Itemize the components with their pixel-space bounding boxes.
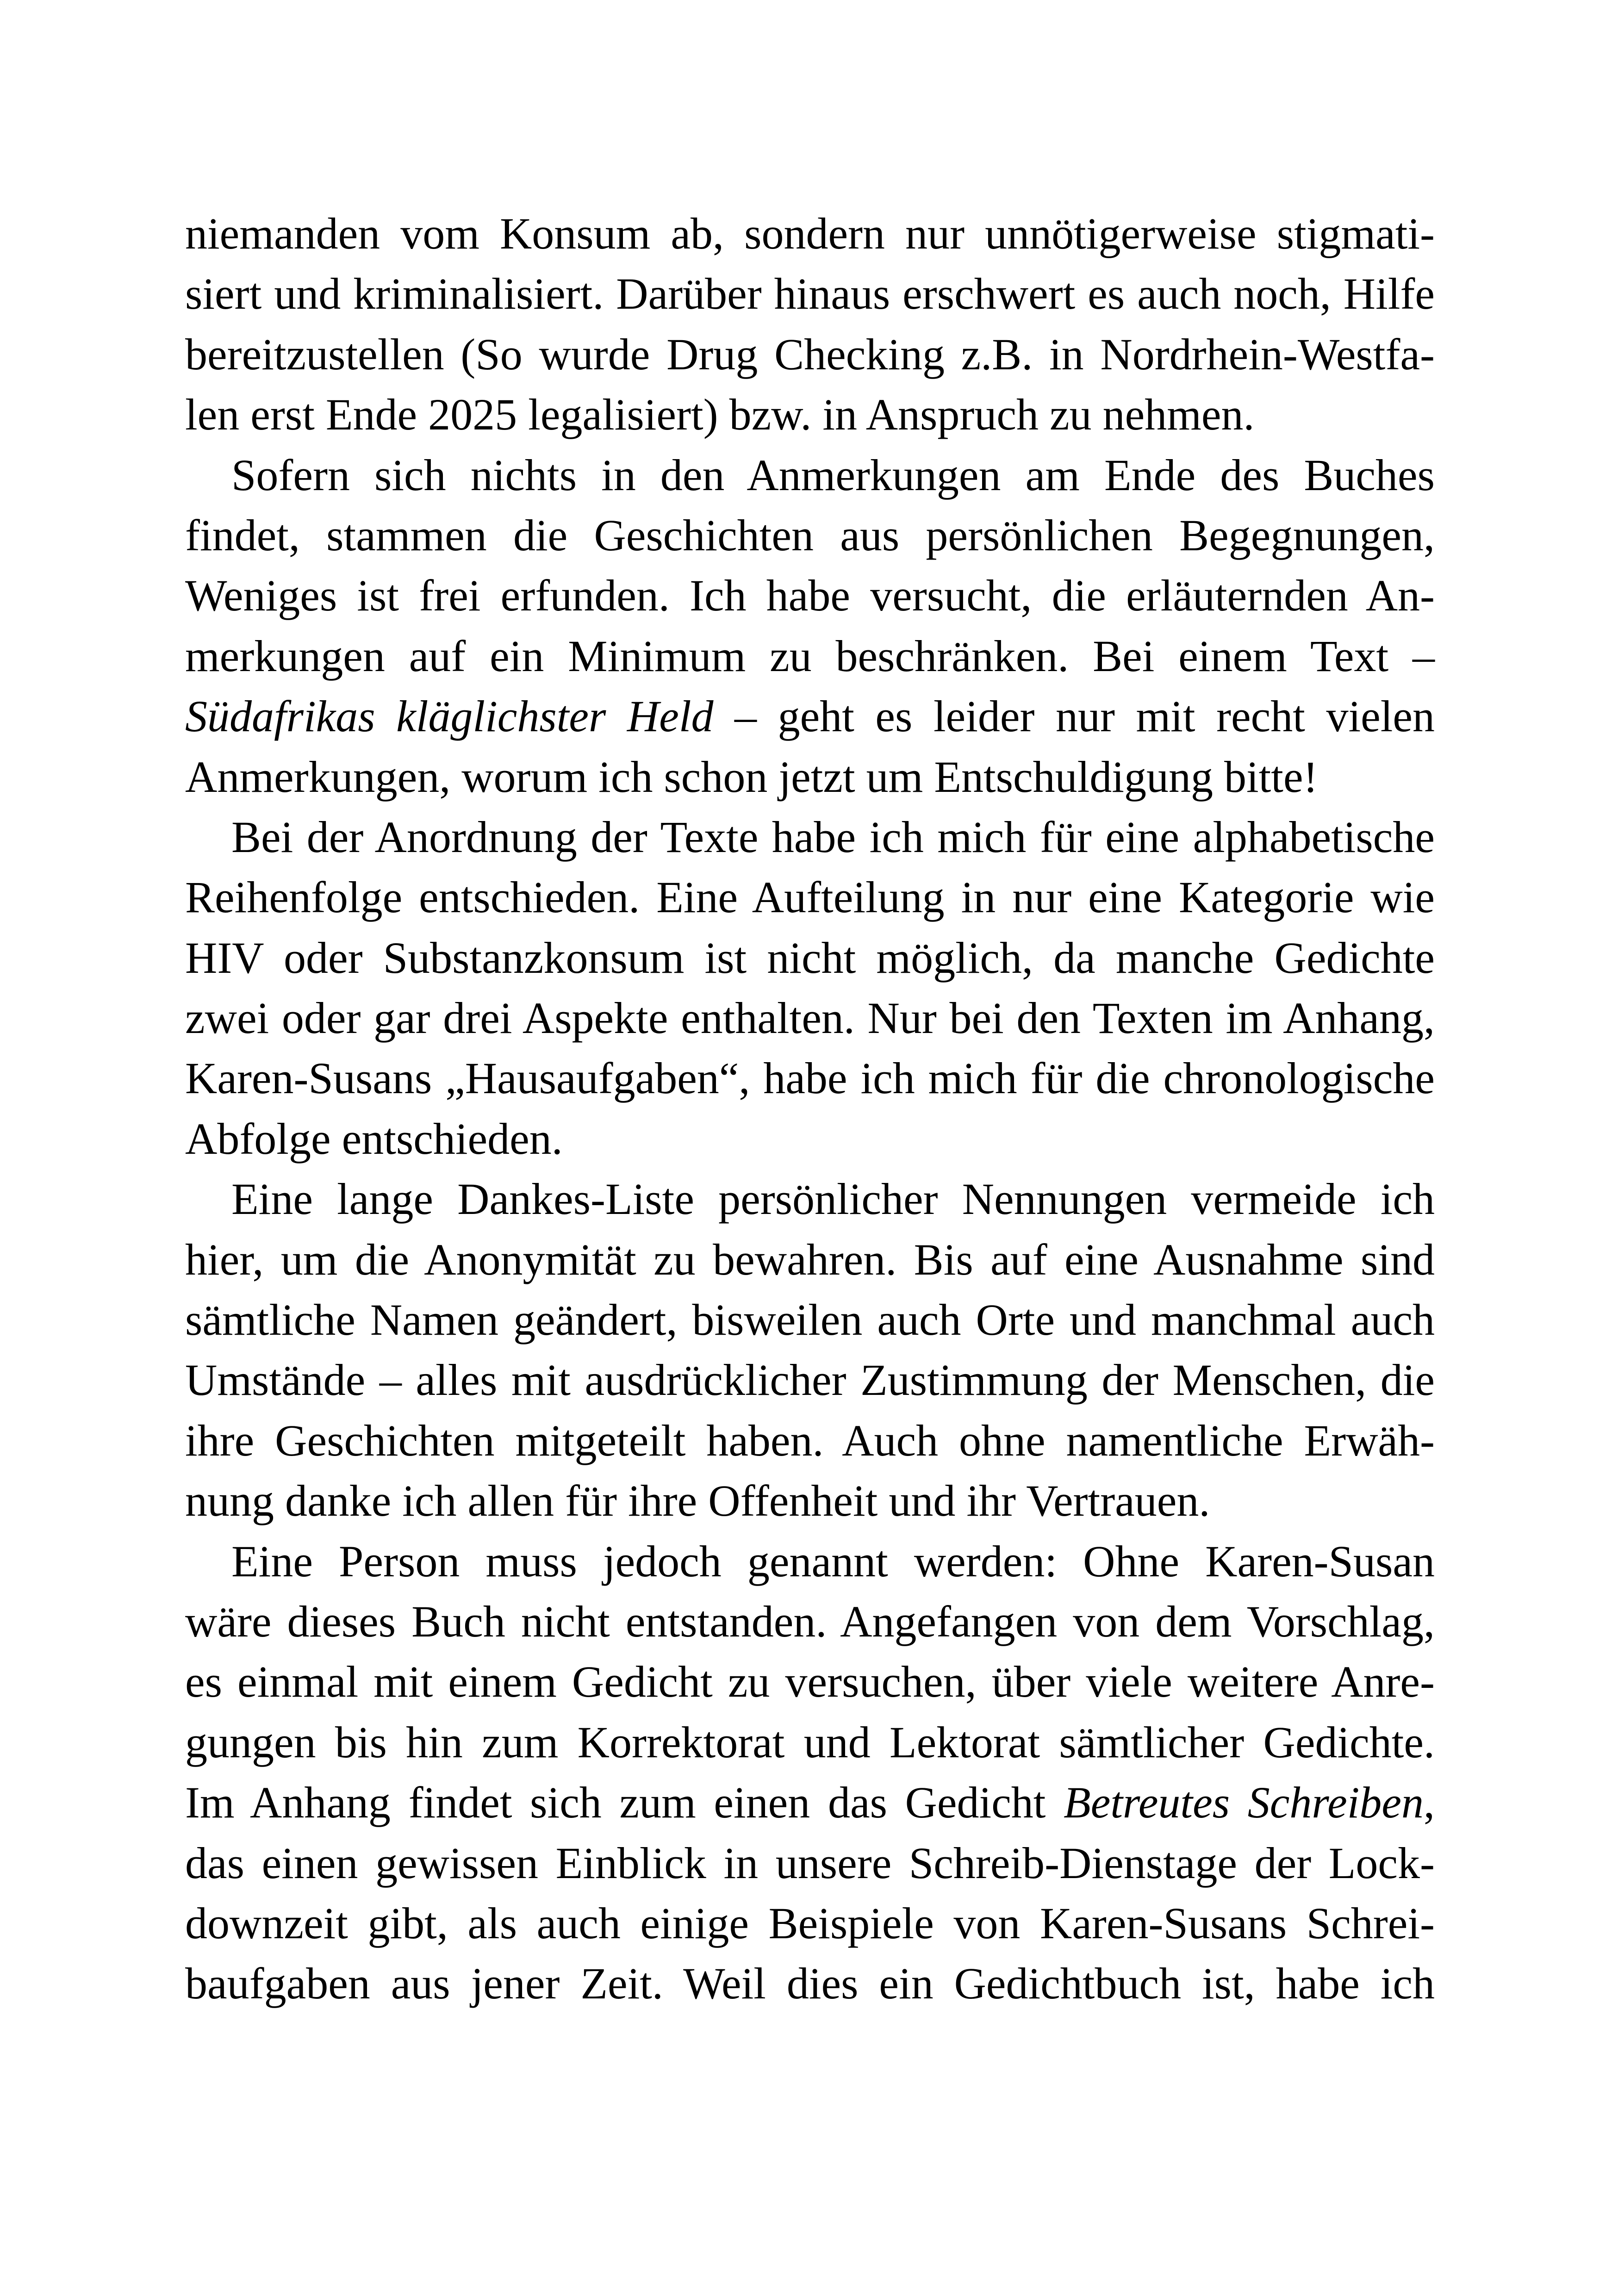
text-segment: Anmerkungen, worum ich schon jetzt um Entschuldigung bitte! <box>185 752 1318 802</box>
text-segment: sämtliche Namen geändert, bisweilen auch Orte und manchmal auch <box>185 1295 1435 1345</box>
paragraph <box>185 1169 1435 1531</box>
text-line <box>185 204 1435 264</box>
text-segment: gungen bis hin zum Korrektorat und Lektorat sämtlicher Gedichte. <box>185 1717 1435 1767</box>
text-line <box>185 385 1435 445</box>
text-segment: niemanden vom Konsum ab, sondern nur unnötigerweise stigmati- <box>185 209 1435 258</box>
paragraph <box>185 1531 1435 2014</box>
text-line <box>185 1833 1435 1893</box>
text-line <box>185 867 1435 927</box>
text-segment: das einen gewissen Einblick in unsere Schreib-Dienstage der Lock- <box>185 1838 1435 1888</box>
text-segment: – geht es leider nur mit recht vielen <box>713 691 1435 741</box>
text-line <box>185 1471 1435 1531</box>
text-line <box>185 807 1435 867</box>
text-segment: Sofern sich nichts in den Anmerkungen am Ende des Buches <box>231 450 1435 500</box>
text-line <box>185 505 1435 566</box>
text-segment: Weniges ist frei erfunden. Ich habe versucht, die erläuternden An- <box>185 571 1435 621</box>
text-line <box>185 1652 1435 1712</box>
text-segment: HIV oder Substanzkonsum ist nicht möglich, da manche Gedichte <box>185 933 1435 983</box>
text-line <box>185 1592 1435 1652</box>
text-line <box>185 988 1435 1048</box>
text-segment: Reihenfolge entschieden. Eine Aufteilung in nur eine Kategorie wie <box>185 872 1435 922</box>
text-line <box>185 1712 1435 1773</box>
text-line <box>185 324 1435 385</box>
text-line <box>185 1954 1435 2014</box>
text-line <box>185 1893 1435 1954</box>
text-line <box>185 1290 1435 1350</box>
text-segment: len erst Ende 2025 legalisiert) bzw. in Anspruch zu nehmen. <box>185 390 1255 440</box>
text-segment: hier, um die Anonymität zu bewahren. Bis auf eine Ausnahme sind <box>185 1234 1435 1284</box>
text-segment: es einmal mit einem Gedicht zu versuchen, über viele weitere Anre- <box>185 1657 1435 1707</box>
paragraph <box>185 445 1435 807</box>
text-line <box>185 626 1435 686</box>
text-line <box>185 264 1435 324</box>
text-segment: Im Anhang findet sich zum einen das Gedicht <box>185 1778 1064 1828</box>
text-segment: downzeit gibt, als auch einige Beispiele von Karen-Susans Schrei- <box>185 1898 1435 1948</box>
text-line <box>185 1531 1435 1592</box>
text-segment: siert und kriminalisiert. Darüber hinaus erschwert es auch noch, Hilfe <box>185 269 1435 319</box>
text-segment: findet, stammen die Geschichten aus persönlichen Begegnungen, <box>185 510 1435 560</box>
text-segment: Eine lange Dankes-Liste persönlicher Nennungen vermeide ich <box>231 1174 1435 1224</box>
paragraph <box>185 807 1435 1169</box>
poem-title-reference: Betreutes Schreiben <box>1064 1778 1424 1828</box>
text-line <box>185 747 1435 807</box>
text-segment: Umstände – alles mit ausdrücklicher Zustimmung der Menschen, die <box>185 1355 1435 1405</box>
paragraph <box>185 204 1435 445</box>
text-segment: wäre dieses Buch nicht entstanden. Angefangen von dem Vorschlag, <box>185 1596 1435 1646</box>
text-segment: ihre Geschichten mitgeteilt haben. Auch ohne namentliche Erwäh- <box>185 1415 1435 1465</box>
text-segment: merkungen auf ein Minimum zu beschränken. Bei einem Text – <box>185 631 1435 681</box>
text-segment: Karen-Susans „Hausaufgaben“, habe ich mich für die chronologische <box>185 1053 1435 1103</box>
text-line <box>185 1773 1435 1833</box>
text-segment: , <box>1423 1778 1435 1828</box>
text-segment: zwei oder gar drei Aspekte enthalten. Nur bei den Texten im Anhang, <box>185 993 1435 1043</box>
text-line <box>185 1411 1435 1471</box>
text-line <box>185 928 1435 988</box>
text-line <box>185 1169 1435 1229</box>
text-line <box>185 445 1435 505</box>
body-text <box>185 204 1435 2014</box>
text-line <box>185 686 1435 747</box>
text-segment: Eine Person muss jedoch genannt werden: Ohne Karen-Susan <box>231 1536 1435 1586</box>
text-segment: Abfolge entschieden. <box>185 1114 563 1164</box>
text-line <box>185 1230 1435 1290</box>
text-line <box>185 566 1435 626</box>
text-segment: nung danke ich allen für ihre Offenheit und ihr Vertrauen. <box>185 1476 1210 1526</box>
text-segment: Bei der Anordnung der Texte habe ich mich für eine alphabetische <box>231 812 1435 862</box>
text-line <box>185 1350 1435 1410</box>
text-segment: bereitzustellen (So wurde Drug Checking z.B. in Nordrhein-Westfa- <box>185 329 1435 379</box>
text-segment: baufgaben aus jener Zeit. Weil dies ein Gedichtbuch ist, habe ich <box>185 1959 1435 2009</box>
book-title-reference: Südafrikas kläglichster Held <box>185 691 714 741</box>
text-line <box>185 1048 1435 1108</box>
text-line <box>185 1109 1435 1169</box>
